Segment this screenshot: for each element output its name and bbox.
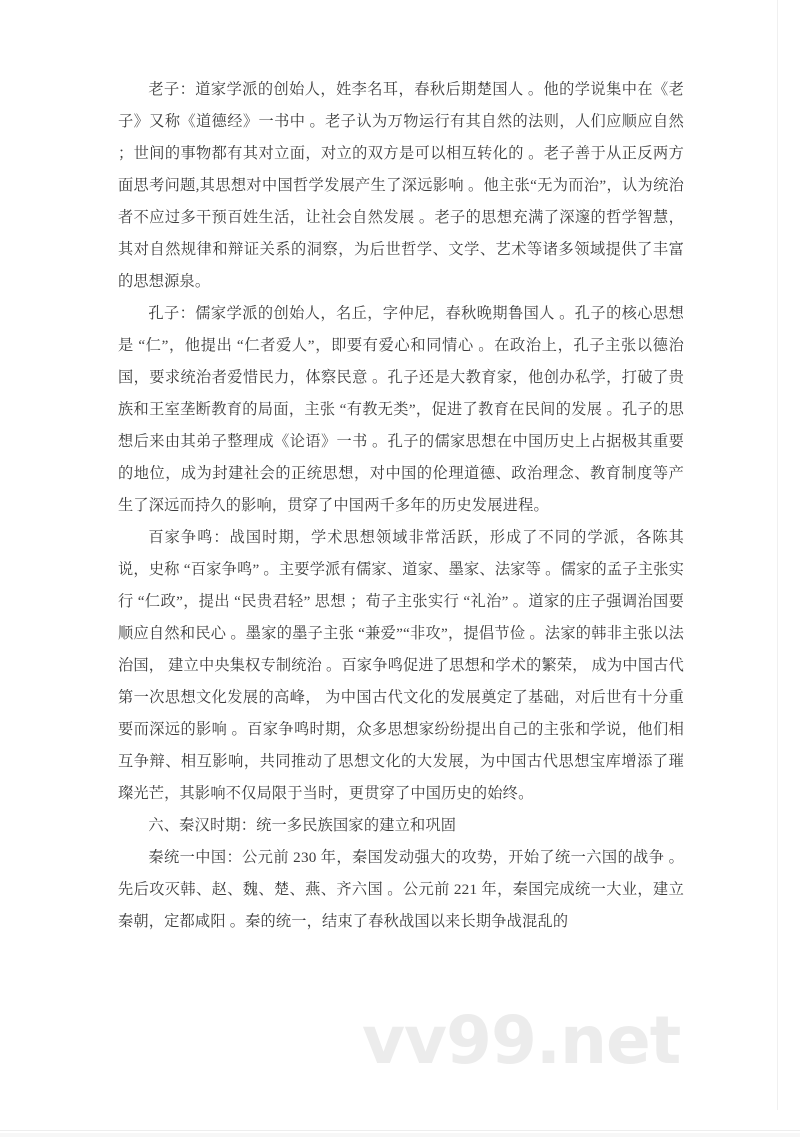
- paragraph-baijiazhengming: 百家争鸣：战国时期，学术思想领域非常活跃，形成了不同的学派，各陈其说，史称 “百家争鸣” 。主要学派有儒家、道家、墨家、法家等 。儒家的孟子主张实行 “仁政”，提出 “民贵君轻” 思想 ；荀子主张实行 “礼治” 。道家的庄子强调治国要顺应自然和民心 。墨家的墨子主张 “兼爱”“非攻”，提倡节俭 。法家的韩非主张以法治国， 建立中央集权专制统治 。百家争鸣促进了思想和学术的繁荣， 成为中国古代第一次思想文化发展的高峰， 为中国古代文化的发展奠定了基础，对后世有十分重要而深远的影响 。百家争鸣时期，众多思想家纷纷提出自己的主张和学说，他们相互争辩、相互影响，共同推动了思想文化的大发展，为中国古代思想宝库增添了璀璨光芒，其影响不仅局限于当时，更贯穿了中国历史的始终。: [118, 529, 684, 802]
- site-watermark: vv99.net: [362, 1002, 681, 1079]
- document-text-body: [118, 74, 684, 938]
- paragraph-kongzi: 孔子：儒家学派的创始人，名丘，字仲尼，春秋晚期鲁国人 。孔子的核心思想是 “仁”，他提出 “仁者爱人”，即要有爱心和同情心 。在政治上，孔子主张以德治国，要求统治者爱惜民力，体察民意 。孔子还是大教育家，他创办私学，打破了贵族和王室垄断教育的局面，主张 “有教无类”，促进了教育在民间的发展 。孔子的思想后来由其弟子整理成《论语》一书 。孔子的儒家思想在中国历史上占据极其重要的地位，成为封建社会的正统思想，对中国的伦理道德、政治理念、教育制度等产生了深远而持久的影响，贯穿了中国两千多年的历史发展进程。: [118, 305, 684, 514]
- heading-section-six: 六、秦汉时期：统一多民族国家的建立和巩固: [148, 817, 457, 834]
- page-edge-bottom: [0, 1130, 800, 1131]
- paragraph-laozi: 老子：道家学派的创始人，姓李名耳，春秋后期楚国人 。他的学说集中在《老子》又称《道德经》一书中 。老子认为万物运行有其自然的法则，人们应顺应自然 ；世间的事物都有其对立面，对立的双方是可以相互转化的 。老子善于从正反两方面思考问题,其思想对中国哲学发展产生了深远影响 。他主张“无为而治”，认为统治者不应过多干预百姓生活，让社会自然发展 。老子的思想充满了深邃的哲学智慧，其对自然规律和辩证关系的洞察，为后世哲学、文学、艺术等诸多领域提供了丰富的思想源泉。: [118, 81, 684, 290]
- paragraph-qin-unification: 秦统一中国：公元前 230 年，秦国发动强大的攻势，开始了统一六国的战争 。先后攻灭韩、赵、魏、楚、燕、齐六国 。公元前 221 年，秦国完成统一大业，建立秦朝，定都咸阳 。秦的统一，结束了春秋战国以来长期争战混乱的: [118, 849, 684, 930]
- page-edge-right: [777, 0, 778, 1110]
- page-edge-bottom-shadow: [0, 1133, 800, 1137]
